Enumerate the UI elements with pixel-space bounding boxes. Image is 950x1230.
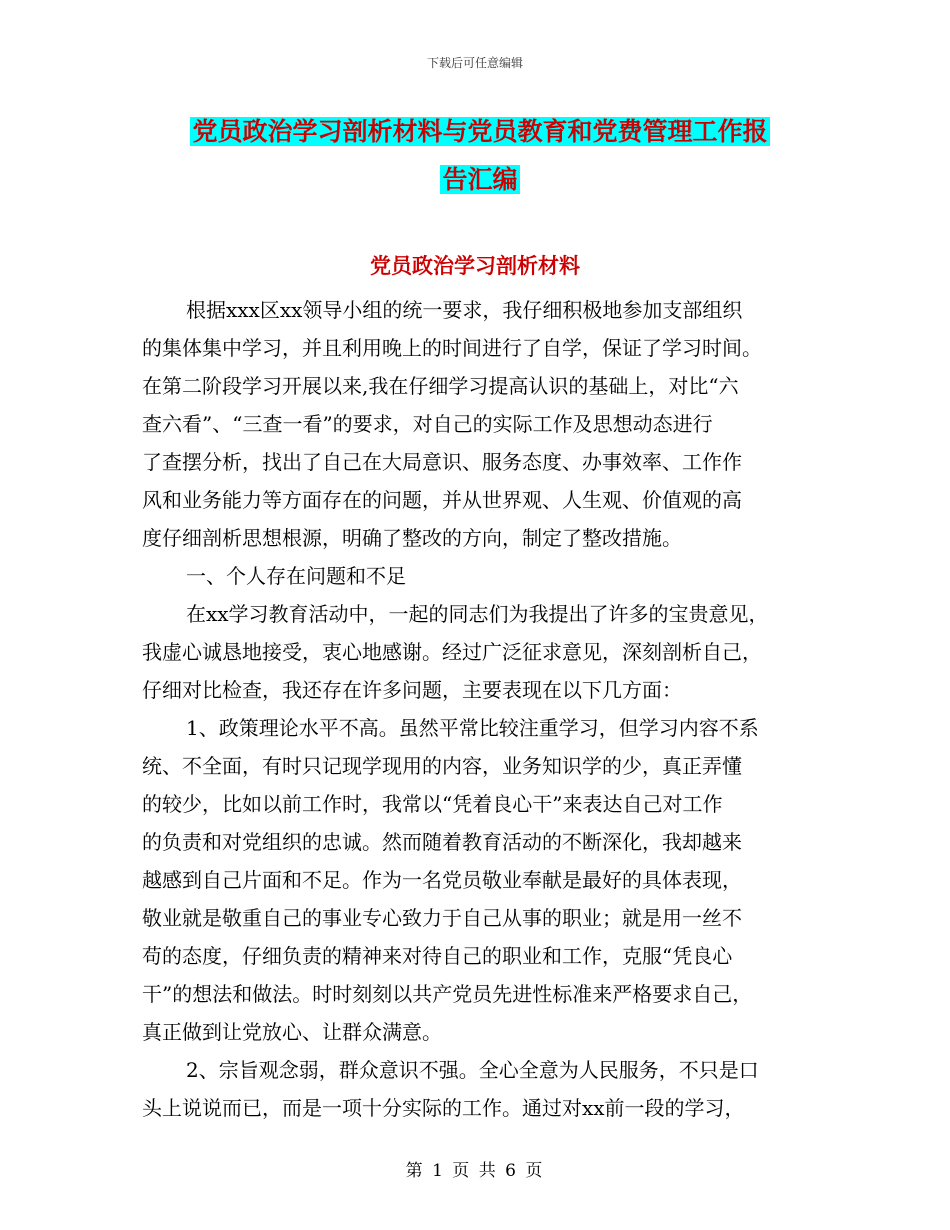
section-title: 党员政治学习剖析材料 bbox=[370, 253, 580, 278]
body-line: 苟的态度，仔细负责的精神来对待自己的职业和工作，克服“凭良心 bbox=[142, 944, 733, 968]
body-line: 风和业务能力等方面存在的问题，并从世界观、人生观、价值观的高 bbox=[142, 488, 742, 512]
body-line: 在第二阶段学习开展以来,我在仔细学习提高认识的基础上，对比“六 bbox=[142, 374, 739, 398]
body-line: 统、不全面，有时只记现学现用的内容，业务知识学的少，真正弄懂 bbox=[142, 754, 742, 778]
body-line: 的负责和对党组织的忠诚。然而随着教育活动的不断深化，我却越来 bbox=[142, 830, 742, 854]
body-line: 越感到自己片面和不足。作为一名党员敬业奉献是最好的具体表现， bbox=[142, 868, 742, 892]
document-title bbox=[140, 108, 820, 204]
header-note: 下载后可任意编辑 bbox=[426, 56, 523, 70]
body-line: 度仔细剖析思想根源，明确了整改的方向，制定了整改措施。 bbox=[142, 526, 682, 550]
section-heading: 一、个人存在问题和不足 bbox=[186, 564, 406, 588]
body-line: 头上说说而已，而是一项十分实际的工作。通过对xx前一段的学习， bbox=[142, 1096, 745, 1120]
body-line: 1、政策理论水平不高。虽然平常比较注重学习，但学习内容不系 bbox=[186, 716, 759, 740]
document-title-line-2: 告汇编 bbox=[442, 165, 518, 194]
body-line: 根据xxx区xx领导小组的统一要求，我仔细积极地参加支部组织 bbox=[186, 298, 743, 322]
body-line: 2、宗旨观念弱，群众意识不强。全心全意为人民服务，不只是口 bbox=[186, 1058, 759, 1082]
body-line: 干”的想法和做法。时时刻刻以共产党员先进性标准来严格要求自己， bbox=[142, 982, 753, 1006]
body-line: 的集体集中学习，并且利用晚上的时间进行了自学，保证了学习时间。 bbox=[142, 336, 762, 360]
body-line: 敬业就是敬重自己的事业专心致力于自己从事的职业；就是用一丝不 bbox=[142, 906, 742, 930]
body-line: 了查摆分析，找出了自己在大局意识、服务态度、办事效率、工作作 bbox=[142, 450, 742, 474]
body-line: 仔细对比检查，我还存在许多问题，主要表现在以下几方面： bbox=[142, 678, 682, 702]
body-line: 我虚心诚恳地接受，衷心地感谢。经过广泛征求意见，深刻剖析自己， bbox=[142, 640, 762, 664]
body-line: 在xx学习教育活动中，一起的同志们为我提出了许多的宝贵意见， bbox=[186, 602, 769, 626]
page-footer: 第 1 页 共 6 页 bbox=[405, 1161, 545, 1181]
body-line: 真正做到让党放心、让群众满意。 bbox=[142, 1020, 442, 1044]
document-title-line-1: 党员政治学习剖析材料与党员教育和党费管理工作报 bbox=[192, 117, 768, 146]
body-line: 查六看”、“三查一看”的要求，对自己的实际工作及思想动态进行 bbox=[142, 412, 713, 436]
body-line: 的较少，比如以前工作时，我常以“凭着良心干”来表达自己对工作 bbox=[142, 792, 723, 816]
